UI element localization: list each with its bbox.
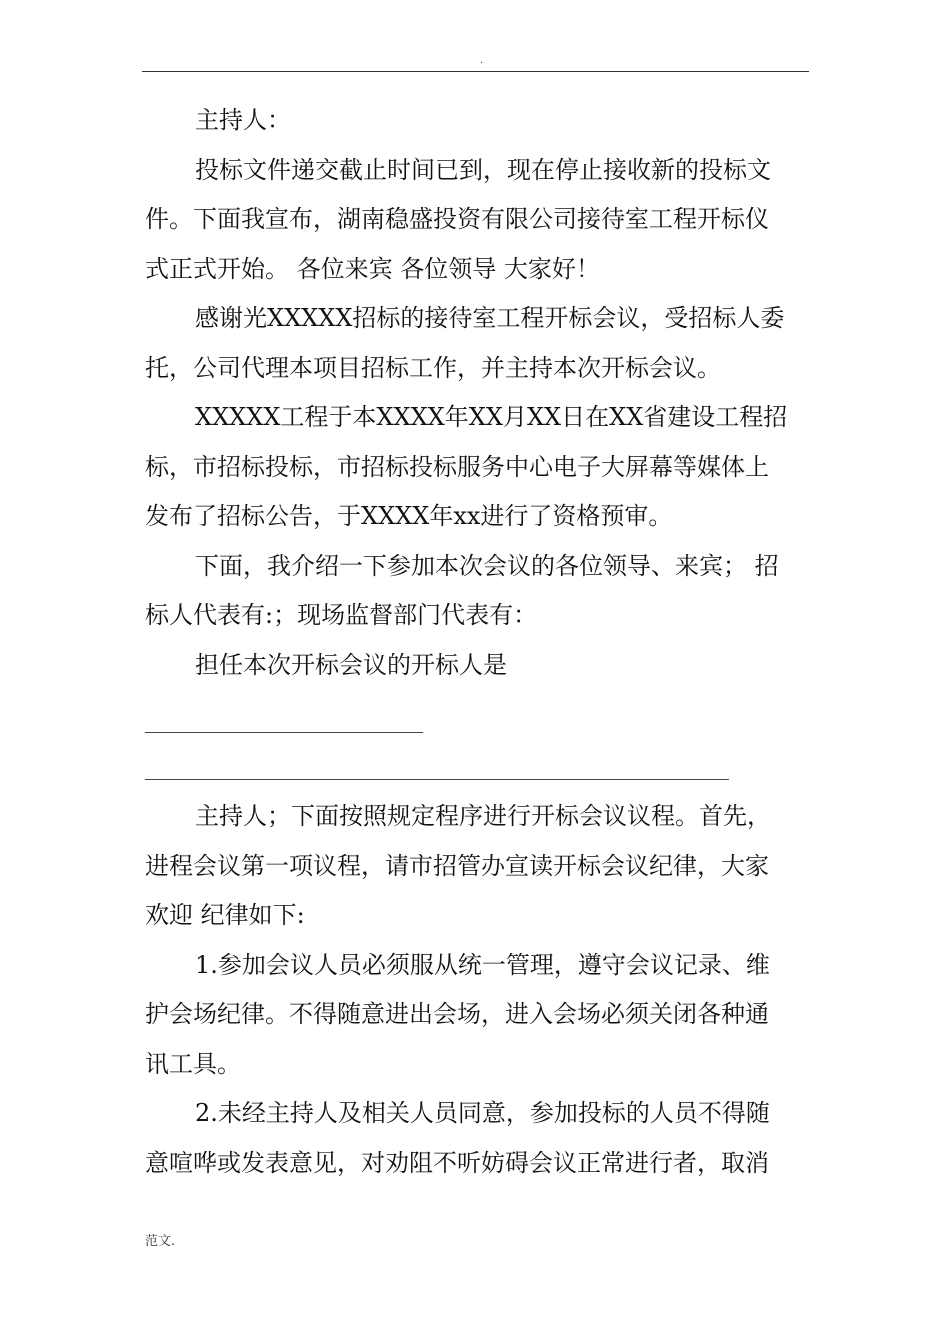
paragraph-line: 担任本次开标会议的开标人是 [195, 650, 507, 679]
footer-text: 范文. [145, 1234, 176, 1249]
host-label-line: 主持人： [195, 106, 291, 134]
header-rule [142, 71, 809, 72]
rule-item-line: 2.未经主持人及相关人员同意，参加投标的人员不得随 [195, 1099, 770, 1127]
paragraph-line: 托，公司代理本项目招标工作，并主持本次开标会议。 [145, 353, 721, 382]
paragraph-line: 式正式开始。 各位来宾 各位领导 大家好！ [145, 254, 600, 283]
rule-item-line: 意喧哗或发表意见，对劝阻不听妨碍会议正常进行者，取消 [145, 1148, 769, 1177]
paragraph-line: 标人代表有:；现场监督部门代表有： [145, 601, 538, 629]
rule-item-line: 护会场纪律。不得随意进出会场，进入会场必须关闭各种通 [145, 1000, 769, 1028]
document-body [145, 96, 807, 1188]
paragraph-line: 进程会议第一项议程，请市招管办宣读开标会议纪律，大家 [145, 851, 769, 880]
rule-item-line: 1.参加会议人员必须服从统一管理，遵守会议记录、维 [195, 950, 770, 979]
paragraph-line: 欢迎 纪律如下: [145, 901, 305, 929]
paragraph-line: 标，市招标投标，市招标投标服务中心电子大屏幕等媒体上 [145, 452, 769, 481]
paragraph-line: 发布了招标公告，于XXXX年xx进行了资格预审。 [145, 502, 673, 530]
paragraph-line: 投标文件递交截止时间已到，现在停止接收新的投标文 [195, 155, 771, 184]
fill-in-blank-long [145, 733, 729, 780]
paragraph-line: 感谢光XXXXX招标的接待室工程开标会议，受招标人委 [195, 304, 785, 332]
paragraph-line: 件。下面我宣布，湖南稳盛投资有限公司接待室工程开标仪 [145, 205, 769, 233]
fill-in-blank-short [145, 697, 423, 733]
header-mark: . [480, 55, 484, 66]
paragraph-line: XXXXX工程于本XXXX年XX月XX日在XX省建设工程招 [195, 403, 788, 431]
paragraph-line: 主持人；下面按照规定程序进行开标会议议程。首先， [195, 802, 771, 830]
rule-item-line: 讯工具。 [145, 1049, 241, 1078]
paragraph-line: 下面，我介绍一下参加本次会议的各位领导、来宾； 招 [195, 551, 779, 580]
